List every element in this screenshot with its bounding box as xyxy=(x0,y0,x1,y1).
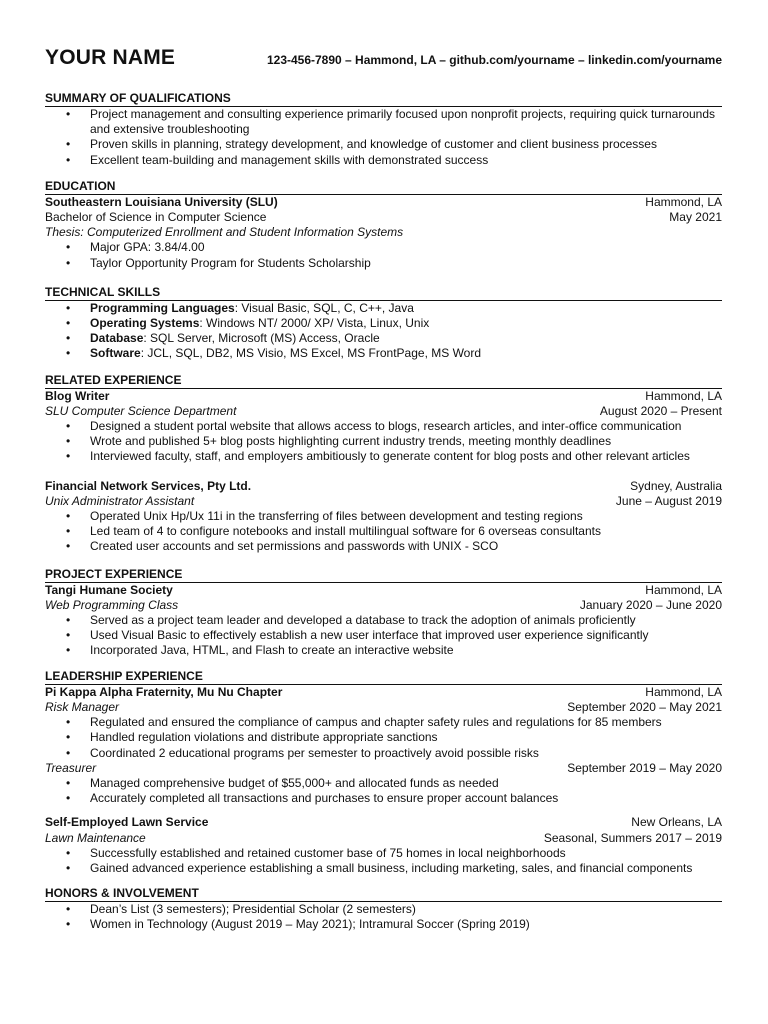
bullet-item: • Used Visual Basic to effectively establish a new user interface that improved user experience significantly xyxy=(45,628,722,643)
bullet-item: • Served as a project team leader and developed a database to track the adoption of animals proficiently xyxy=(45,613,722,628)
bullet-item: • Gained advanced experience establishing a small business, including marketing, sales, and financial components xyxy=(45,861,722,876)
bullet-item: • Successfully established and retained customer base of 75 homes in local neighborhoods xyxy=(45,846,722,861)
skill-item xyxy=(45,301,722,316)
bullet-list xyxy=(45,846,722,876)
bullet-item: • Incorporated Java, HTML, and Flash to create an interactive website xyxy=(45,643,722,658)
section-title: SUMMARY OF QUALIFICATIONS xyxy=(45,91,722,107)
skill-value: : SQL Server, Microsoft (MS) Access, Oracle xyxy=(143,331,380,346)
project-experience-section xyxy=(45,567,722,659)
entry-subheading-row xyxy=(45,210,722,225)
section-title: PROJECT EXPERIENCE xyxy=(45,567,722,583)
skills-section xyxy=(45,285,722,362)
entry-subheading-row xyxy=(45,761,722,776)
section-title: RELATED EXPERIENCE xyxy=(45,373,722,389)
skill-item xyxy=(45,331,722,346)
entry-location: Hammond, LA xyxy=(645,684,722,699)
bullet-list xyxy=(45,301,722,362)
skill-label: Operating Systems xyxy=(90,316,200,331)
bullet-list xyxy=(45,613,722,659)
entry-heading-row xyxy=(45,815,722,830)
skill-label: Database xyxy=(90,331,144,346)
bullet-item: • Designed a student portal website that allows access to blogs, research articles, and inter-office communication xyxy=(45,419,722,434)
education-section xyxy=(45,179,722,271)
entry-date: September 2019 – May 2020 xyxy=(567,760,722,775)
entry-location: Hammond, LA xyxy=(645,388,722,403)
section-title: LEADERSHIP EXPERIENCE xyxy=(45,669,722,685)
entry-heading-row xyxy=(45,685,722,700)
skill-value: : Windows NT/ 2000/ XP/ Vista, Linux, Unix xyxy=(199,316,430,331)
contact-line: 123-456-7890 – Hammond, LA – github.com/yourname – linkedin.com/yourname xyxy=(266,53,722,67)
role: Web Programming Class xyxy=(45,597,179,612)
bullet-item: • Women in Technology (August 2019 – May 2021); Intramural Soccer (Spring 2019) xyxy=(45,917,722,932)
entry-date: January 2020 – June 2020 xyxy=(579,597,722,612)
skill-value: : Visual Basic, SQL, C, C++, Java xyxy=(234,300,414,315)
bullet-item: • Coordinated 2 educational programs per semester to proactively avoid possible risks xyxy=(45,746,722,761)
entry-date: May 2021 xyxy=(669,210,722,225)
entry-location: Sydney, Australia xyxy=(630,478,722,493)
skill-item xyxy=(45,316,722,331)
bullet-item: • Operated Unix Hp/Ux 11i in the transferring of files between development and testing regions xyxy=(45,509,722,524)
entry-location: Hammond, LA xyxy=(645,582,722,597)
bullet-item: • Proven skills in planning, strategy development, and knowledge of customer and client business processes xyxy=(45,137,722,152)
organization: Self-Employed Lawn Service xyxy=(45,815,209,830)
skill-item xyxy=(45,346,722,361)
entry-location: New Orleans, LA xyxy=(631,815,722,830)
skill-label: Programming Languages xyxy=(90,300,235,315)
bullet-item: • Managed comprehensive budget of $55,000+ and allocated funds as needed xyxy=(45,776,722,791)
entry-date: September 2020 – May 2021 xyxy=(567,699,722,714)
bullet-list xyxy=(45,107,722,168)
bullet-item: • Regulated and ensured the compliance of campus and chapter safety rules and regulations for 85 members xyxy=(45,715,722,730)
entry-subheading-row xyxy=(45,598,722,613)
bullet-list xyxy=(45,419,722,465)
job-title: Unix Administrator Assistant xyxy=(45,493,195,508)
employer: SLU Computer Science Department xyxy=(45,403,237,418)
thesis-row xyxy=(45,225,722,240)
role: Lawn Maintenance xyxy=(45,830,146,845)
entry-heading-row xyxy=(45,583,722,598)
entry-heading-row xyxy=(45,389,722,404)
job-title: Blog Writer xyxy=(45,388,110,403)
summary-section xyxy=(45,91,722,168)
skill-label: Software xyxy=(90,346,141,361)
bullet-item: • Wrote and published 5+ blog posts highlighting current industry trends, meeting monthly deadlines xyxy=(45,434,722,449)
bullet-item: • Major GPA: 3.84/4.00 xyxy=(45,240,722,255)
entry-subheading-row xyxy=(45,494,722,509)
resume-header xyxy=(45,46,722,76)
skill-value: : JCL, SQL, DB2, MS Visio, MS Excel, MS FrontPage, MS Word xyxy=(140,346,482,361)
entry-date: Seasonal, Summers 2017 – 2019 xyxy=(543,830,722,845)
honors-section xyxy=(45,886,722,932)
bullet-list xyxy=(45,240,722,270)
bullet-item: • Created user accounts and set permissions and passwords with UNIX - SCO xyxy=(45,539,722,554)
bullet-list xyxy=(45,902,722,932)
bullet-item: • Project management and consulting experience primarily focused upon nonprofit projects, requiring quick turnarounds and extensive troubleshooting xyxy=(45,107,722,137)
related-experience-section xyxy=(45,373,722,555)
bullet-item: • Excellent team-building and management skills with demonstrated success xyxy=(45,153,722,168)
bullet-item: • Dean’s List (3 semesters); Presidential Scholar (2 semesters) xyxy=(45,902,722,917)
thesis: Thesis: Computerized Enrollment and Student Information Systems xyxy=(45,225,404,240)
organization: Tangi Humane Society xyxy=(45,582,173,597)
entry-date: June – August 2019 xyxy=(615,493,722,508)
bullet-item: • Accurately completed all transactions and purchases to ensure proper account balances xyxy=(45,791,722,806)
candidate-name: YOUR NAME xyxy=(45,46,176,69)
entry-subheading-row xyxy=(45,404,722,419)
bullet-list xyxy=(45,509,722,555)
bullet-list xyxy=(45,715,722,761)
entry-heading-row xyxy=(45,195,722,210)
entry-date: August 2020 – Present xyxy=(599,403,722,418)
bullet-item: • Handled regulation violations and distribute appropriate sanctions xyxy=(45,730,722,745)
school-name: Southeastern Louisiana University (SLU) xyxy=(45,194,278,209)
entry-heading-row xyxy=(45,479,722,494)
entry-subheading-row xyxy=(45,700,722,715)
organization: Pi Kappa Alpha Fraternity, Mu Nu Chapter xyxy=(45,684,283,699)
entry-subheading-row xyxy=(45,831,722,846)
role: Treasurer xyxy=(45,760,97,775)
section-title: EDUCATION xyxy=(45,179,722,195)
role: Risk Manager xyxy=(45,699,120,714)
section-title: TECHNICAL SKILLS xyxy=(45,285,722,301)
leadership-section xyxy=(45,669,722,876)
bullet-item: • Taylor Opportunity Program for Students Scholarship xyxy=(45,256,722,271)
bullet-item: • Led team of 4 to configure notebooks and install multilingual software for 6 overseas consultants xyxy=(45,524,722,539)
entry-location: Hammond, LA xyxy=(645,194,722,209)
degree: Bachelor of Science in Computer Science xyxy=(45,210,267,225)
section-title: HONORS & INVOLVEMENT xyxy=(45,886,722,902)
bullet-item: • Interviewed faculty, staff, and employers ambitiously to generate content for blog posts and other relevant articles xyxy=(45,449,722,464)
employer: Financial Network Services, Pty Ltd. xyxy=(45,478,252,493)
bullet-list xyxy=(45,776,722,806)
